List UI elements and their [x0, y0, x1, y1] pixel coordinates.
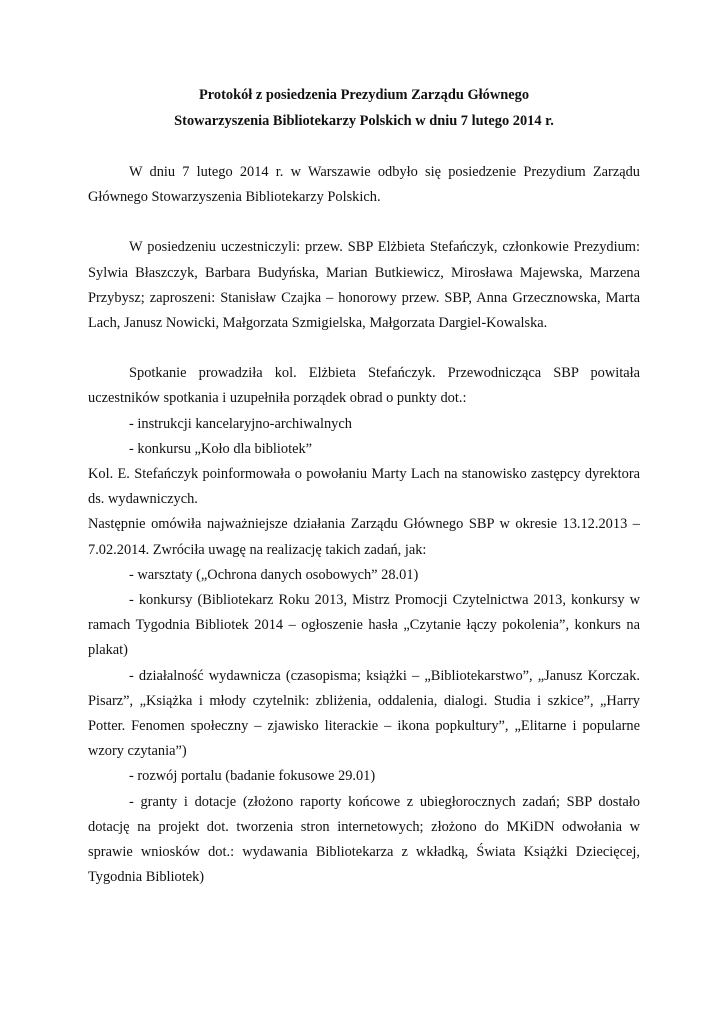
- activity-item-grants: - granty i dotacje (złożono raporty końcowe z ubiegłorocznych zadań; SBP dostało dotację na projekt dot. tworzenia stron internetowych; złożono do MKiDN odwołania w sprawie wniosków dot.: wydawania Bibliotekarza z wkładką, Świata Książki Dziecięcej, Tygodnia Bibliotek): [88, 793, 640, 886]
- activities-paragraph: Następnie omówiła najważniejsze działania Zarządu Głównego SBP w okresie 13.12.2013 – 7.02.2014. Zwróciła uwagę na realizację takich zadań, jak:: [88, 516, 640, 558]
- activity-item-publishing: - działalność wydawnicza (czasopisma; książki – „Bibliotekarstwo”, „Janusz Korczak. Pisarz”, „Książka i młody czytelnik: zbliżenia, oddalenia, dialogi. Studia i szkice”, „Harry Potter. Fenomen społeczny – zjawisko literackie – ikona popkultury”, „Elitarne i popularne wzory czytania”): [88, 667, 640, 760]
- title-line-2: Stowarzyszenia Bibliotekarzy Polskich w dniu 7 lutego 2014 r.: [174, 112, 554, 129]
- agenda-item: - konkursu „Koło dla bibliotek”: [129, 440, 313, 457]
- meeting-paragraph: Spotkanie prowadziła kol. Elżbieta Stefańczyk. Przewodnicząca SBP powitała uczestników spotkania i uzupełniła porządek obrad o punkty dot.:: [88, 365, 640, 407]
- activity-item-contests: - konkursy (Bibliotekarz Roku 2013, Mistrz Promocji Czytelnictwa 2013, konkursy w ramach Tygodnia Bibliotek 2014 – ogłoszenie hasła „Czytanie łączy pokolenia”, konkurs na plakat): [88, 592, 640, 659]
- activity-item-workshops: - warsztaty („Ochrona danych osobowych” 28.01): [129, 566, 419, 583]
- document-page: [88, 83, 640, 890]
- participants-paragraph: W posiedzeniu uczestniczyli: przew. SBP Elżbieta Stefańczyk, członkowie Prezydium: Sylwia Błaszczyk, Barbara Budyńska, Marian Butkiewicz, Mirosława Majewska, Marzena Przybysz; zaproszeni: Stanisław Czajka – honorowy przew. SBP, Anna Grzecznowska, Marta Lach, Janusz Nowicki, Małgorzata Szmigielska, Małgorzata Dargiel-Kowalska.: [88, 239, 640, 332]
- lach-appointment-paragraph: Kol. E. Stefańczyk poinformowała o powołaniu Marty Lach na stanowisko zastępcy dyrektora ds. wydawniczych.: [88, 466, 640, 508]
- agenda-item: - instrukcji kancelaryjno-archiwalnych: [129, 415, 352, 432]
- title-line-1: Protokół z posiedzenia Prezydium Zarządu Głównego: [198, 87, 530, 103]
- document-title: [88, 83, 640, 134]
- intro-paragraph: W dniu 7 lutego 2014 r. w Warszawie odbyło się posiedzenie Prezydium Zarządu Głównego Stowarzyszenia Bibliotekarzy Polskich.: [88, 164, 640, 206]
- activity-item-portal: - rozwój portalu (badanie fokusowe 29.01): [129, 768, 376, 785]
